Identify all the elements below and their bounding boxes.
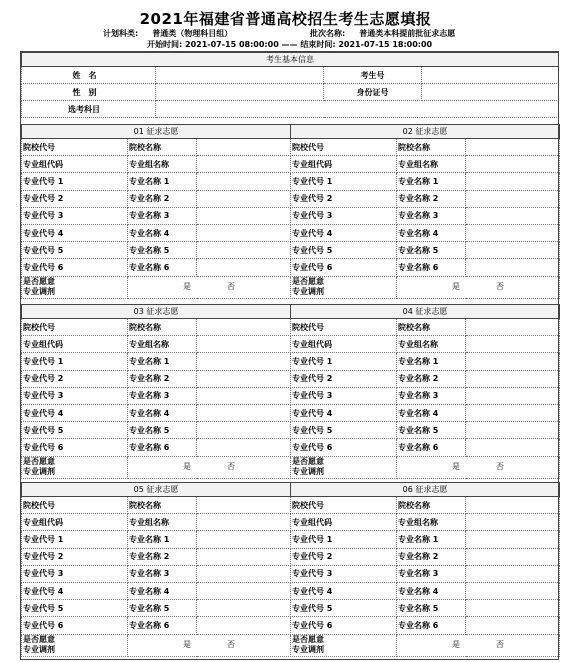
major-name-label: 专业名称 1 <box>128 173 197 190</box>
major-code-label: 专业代号 1 <box>291 173 397 190</box>
time-dash: —— <box>281 40 298 49</box>
school-name-field[interactable] <box>197 497 291 514</box>
end-value: 2021-07-15 18:00:00 <box>338 40 433 49</box>
adjust-label-line2: 专业调剂 <box>292 467 324 476</box>
major-name-label: 专业名称 5 <box>397 242 466 259</box>
volunteer-block <box>21 482 291 657</box>
adjust-label <box>22 276 128 298</box>
group-name-field[interactable] <box>466 156 560 173</box>
volunteer-block <box>21 304 291 479</box>
major-name-field[interactable] <box>466 387 560 404</box>
school-name-field[interactable] <box>466 139 560 156</box>
major-name-field[interactable] <box>197 617 291 634</box>
group-code-label: 专业组代码 <box>291 336 397 353</box>
gender-label: 性别 <box>22 84 156 101</box>
adjust-label <box>291 634 397 656</box>
adjust-choice <box>128 456 291 478</box>
major-code-label: 专业代号 4 <box>291 224 397 241</box>
time-info <box>147 39 432 50</box>
start-value: 2021-07-15 08:00:00 <box>185 40 279 49</box>
group-name-field[interactable] <box>197 336 291 353</box>
school-name-field[interactable] <box>466 319 560 336</box>
school-name-label: 院校名称 <box>397 497 466 514</box>
group-code-label: 专业组代码 <box>291 514 397 531</box>
major-name-field[interactable] <box>197 224 291 241</box>
adjust-yes-option[interactable]: 是 <box>452 462 460 471</box>
major-code-label: 专业代号 5 <box>22 422 128 439</box>
group-name-label: 专业组名称 <box>397 514 466 531</box>
major-name-field[interactable] <box>466 173 560 190</box>
adjust-no-option[interactable]: 否 <box>496 462 504 471</box>
major-name-label: 专业名称 6 <box>128 259 197 276</box>
school-code-label: 院校代号 <box>22 319 128 336</box>
id-label: 身份证号 <box>324 84 422 101</box>
school-name-label: 院校名称 <box>397 139 466 156</box>
major-code-label: 专业代号 5 <box>291 422 397 439</box>
major-name-label: 专业名称 3 <box>128 387 197 404</box>
group-name-field[interactable] <box>197 156 291 173</box>
id-field[interactable] <box>422 84 559 101</box>
major-code-label: 专业代号 3 <box>22 387 128 404</box>
group-name-field[interactable] <box>197 514 291 531</box>
major-code-label: 专业代号 2 <box>22 548 128 565</box>
group-code-label: 专业组代码 <box>22 156 128 173</box>
group-name-label: 专业组名称 <box>397 156 466 173</box>
major-code-label: 专业代号 2 <box>22 370 128 387</box>
major-name-label: 专业名称 5 <box>128 422 197 439</box>
group-name-label: 专业组名称 <box>128 156 197 173</box>
major-name-field[interactable] <box>466 617 560 634</box>
major-name-field[interactable] <box>466 242 560 259</box>
adjust-label-line2: 专业调剂 <box>292 287 324 296</box>
major-name-label: 专业名称 4 <box>128 582 197 599</box>
major-name-field[interactable] <box>197 173 291 190</box>
major-name-field[interactable] <box>197 370 291 387</box>
adjust-label-line1: 是否愿意 <box>292 277 324 286</box>
batch-label: 批次名称: <box>310 29 346 38</box>
major-name-field[interactable] <box>466 439 560 456</box>
volunteer-block <box>290 304 560 479</box>
major-name-field[interactable] <box>466 224 560 241</box>
adjust-choice <box>128 276 291 298</box>
major-code-label: 专业代号 3 <box>291 207 397 224</box>
major-name-field[interactable] <box>197 439 291 456</box>
group-name-label: 专业组名称 <box>128 514 197 531</box>
major-name-label: 专业名称 3 <box>128 207 197 224</box>
major-code-label: 专业代号 4 <box>22 224 128 241</box>
school-name-label: 院校名称 <box>397 319 466 336</box>
adjust-label <box>291 456 397 478</box>
group-code-label: 专业组代码 <box>291 156 397 173</box>
major-name-field[interactable] <box>197 242 291 259</box>
school-code-label: 院校代号 <box>291 319 397 336</box>
group-code-label: 专业组代码 <box>22 514 128 531</box>
major-name-field[interactable] <box>197 531 291 548</box>
major-name-field[interactable] <box>197 387 291 404</box>
major-code-label: 专业代号 5 <box>291 242 397 259</box>
major-name-field[interactable] <box>197 259 291 276</box>
major-code-label: 专业代号 4 <box>291 582 397 599</box>
adjust-label-line2: 专业调剂 <box>23 287 55 296</box>
school-name-field[interactable] <box>197 319 291 336</box>
major-name-field[interactable] <box>197 548 291 565</box>
adjust-no-option[interactable]: 否 <box>227 640 235 649</box>
group-name-field[interactable] <box>466 514 560 531</box>
group-name-label: 专业组名称 <box>397 336 466 353</box>
major-name-field[interactable] <box>466 259 560 276</box>
major-name-label: 专业名称 4 <box>397 224 466 241</box>
major-name-field[interactable] <box>466 565 560 582</box>
major-name-field[interactable] <box>197 207 291 224</box>
basic-info-table <box>21 52 559 118</box>
major-name-label: 专业名称 5 <box>397 422 466 439</box>
major-name-field[interactable] <box>466 404 560 421</box>
major-name-label: 专业名称 2 <box>397 548 466 565</box>
school-code-label: 院校代号 <box>291 139 397 156</box>
major-name-label: 专业名称 1 <box>397 353 466 370</box>
exam-no-field[interactable] <box>422 67 559 84</box>
adjust-no-option[interactable]: 否 <box>227 462 235 471</box>
major-name-field[interactable] <box>197 422 291 439</box>
plan-info <box>103 28 232 39</box>
adjust-no-option[interactable]: 否 <box>227 282 235 291</box>
adjust-label-line1: 是否愿意 <box>23 457 55 466</box>
school-name-label: 院校名称 <box>128 139 197 156</box>
major-code-label: 专业代号 3 <box>22 565 128 582</box>
adjust-choice <box>128 634 291 656</box>
volunteer-header: 05 征求志愿 <box>22 483 291 497</box>
adjust-label-line1: 是否愿意 <box>23 277 55 286</box>
major-name-label: 专业名称 4 <box>128 224 197 241</box>
adjust-label-line2: 专业调剂 <box>292 645 324 654</box>
adjust-choice <box>397 276 560 298</box>
major-name-field[interactable] <box>197 565 291 582</box>
volunteer-header: 02 征求志愿 <box>291 125 560 139</box>
plan-label: 计划科类: <box>103 29 139 38</box>
major-code-label: 专业代号 1 <box>291 353 397 370</box>
start-label: 开始时间: <box>147 40 183 49</box>
major-name-label: 专业名称 1 <box>397 531 466 548</box>
major-name-label: 专业名称 1 <box>128 353 197 370</box>
major-code-label: 专业代号 5 <box>22 600 128 617</box>
end-label: 结束时间: <box>300 40 336 49</box>
major-name-field[interactable] <box>197 404 291 421</box>
volunteer-block <box>290 124 560 299</box>
batch-info <box>310 28 455 39</box>
major-code-label: 专业代号 6 <box>22 259 128 276</box>
major-name-label: 专业名称 3 <box>128 565 197 582</box>
major-name-label: 专业名称 5 <box>397 600 466 617</box>
volunteer-header: 01 征求志愿 <box>22 125 291 139</box>
subjects-label: 选考科目 <box>22 101 156 118</box>
adjust-no-option[interactable]: 否 <box>496 282 504 291</box>
major-name-label: 专业名称 6 <box>397 617 466 634</box>
major-code-label: 专业代号 3 <box>291 565 397 582</box>
major-code-label: 专业代号 4 <box>22 582 128 599</box>
major-name-field[interactable] <box>466 190 560 207</box>
major-name-label: 专业名称 4 <box>128 404 197 421</box>
major-code-label: 专业代号 5 <box>291 600 397 617</box>
volunteer-header: 03 征求志愿 <box>22 305 291 319</box>
adjust-yes-option[interactable]: 是 <box>183 282 191 291</box>
group-code-label: 专业组代码 <box>22 336 128 353</box>
major-name-label: 专业名称 3 <box>397 565 466 582</box>
name-label: 姓名 <box>22 67 156 84</box>
school-name-field[interactable] <box>197 139 291 156</box>
batch-value: 普通类本科提前批征求志愿 <box>359 29 456 38</box>
major-name-label: 专业名称 4 <box>397 582 466 599</box>
major-name-field[interactable] <box>466 531 560 548</box>
adjust-yes-option[interactable]: 是 <box>452 282 460 291</box>
major-code-label: 专业代号 2 <box>291 548 397 565</box>
volunteer-block <box>21 124 291 299</box>
plan-value: 普通类（物理科目组） <box>152 29 233 38</box>
major-code-label: 专业代号 2 <box>291 190 397 207</box>
major-name-label: 专业名称 6 <box>397 259 466 276</box>
major-name-label: 专业名称 5 <box>128 600 197 617</box>
major-code-label: 专业代号 1 <box>22 173 128 190</box>
school-name-label: 院校名称 <box>128 497 197 514</box>
major-code-label: 专业代号 1 <box>22 531 128 548</box>
major-name-field[interactable] <box>466 370 560 387</box>
major-code-label: 专业代号 6 <box>291 617 397 634</box>
school-name-field[interactable] <box>466 497 560 514</box>
major-name-label: 专业名称 4 <box>397 404 466 421</box>
major-name-field[interactable] <box>466 548 560 565</box>
major-name-label: 专业名称 6 <box>128 617 197 634</box>
adjust-label-line1: 是否愿意 <box>292 635 324 644</box>
gender-field[interactable] <box>156 84 324 101</box>
adjust-label-line1: 是否愿意 <box>23 635 55 644</box>
adjust-yes-option[interactable]: 是 <box>183 462 191 471</box>
group-name-field[interactable] <box>466 336 560 353</box>
adjust-label <box>22 634 128 656</box>
subjects-field[interactable] <box>156 101 559 118</box>
major-name-label: 专业名称 1 <box>128 531 197 548</box>
school-name-label: 院校名称 <box>128 319 197 336</box>
major-code-label: 专业代号 6 <box>291 259 397 276</box>
major-name-field[interactable] <box>466 600 560 617</box>
adjust-label <box>291 276 397 298</box>
adjust-label-line2: 专业调剂 <box>23 467 55 476</box>
major-name-label: 专业名称 5 <box>128 242 197 259</box>
major-name-field[interactable] <box>197 600 291 617</box>
adjust-yes-option[interactable]: 是 <box>452 640 460 649</box>
major-name-field[interactable] <box>466 582 560 599</box>
major-code-label: 专业代号 6 <box>22 617 128 634</box>
adjust-yes-option[interactable]: 是 <box>183 640 191 649</box>
major-code-label: 专业代号 3 <box>291 387 397 404</box>
adjust-label <box>22 456 128 478</box>
volunteer-header: 06 征求志愿 <box>291 483 560 497</box>
major-name-field[interactable] <box>197 353 291 370</box>
school-code-label: 院校代号 <box>291 497 397 514</box>
major-code-label: 专业代号 2 <box>291 370 397 387</box>
group-name-label: 专业组名称 <box>128 336 197 353</box>
major-name-label: 专业名称 3 <box>397 207 466 224</box>
adjust-choice <box>397 634 560 656</box>
major-name-label: 专业名称 6 <box>128 439 197 456</box>
major-name-field[interactable] <box>197 190 291 207</box>
major-name-label: 专业名称 2 <box>397 190 466 207</box>
school-code-label: 院校代号 <box>22 139 128 156</box>
major-name-label: 专业名称 1 <box>397 173 466 190</box>
major-name-label: 专业名称 2 <box>397 370 466 387</box>
major-name-label: 专业名称 3 <box>397 387 466 404</box>
school-code-label: 院校代号 <box>22 497 128 514</box>
major-code-label: 专业代号 3 <box>22 207 128 224</box>
major-code-label: 专业代号 4 <box>291 404 397 421</box>
major-name-label: 专业名称 2 <box>128 548 197 565</box>
exam-no-label: 考生号 <box>324 67 422 84</box>
major-name-field[interactable] <box>466 422 560 439</box>
major-name-field[interactable] <box>466 353 560 370</box>
major-code-label: 专业代号 5 <box>22 242 128 259</box>
adjust-no-option[interactable]: 否 <box>496 640 504 649</box>
major-code-label: 专业代号 6 <box>291 439 397 456</box>
major-code-label: 专业代号 6 <box>22 439 128 456</box>
major-name-field[interactable] <box>466 207 560 224</box>
major-name-label: 专业名称 6 <box>397 439 466 456</box>
adjust-choice <box>397 456 560 478</box>
major-code-label: 专业代号 4 <box>22 404 128 421</box>
major-code-label: 专业代号 2 <box>22 190 128 207</box>
basic-info-header: 考生基本信息 <box>22 53 559 67</box>
form-title: 2021年福建省普通高校招生考生志愿填报 <box>139 10 432 28</box>
volunteer-header: 04 征求志愿 <box>291 305 560 319</box>
name-field[interactable] <box>156 67 324 84</box>
major-code-label: 专业代号 1 <box>22 353 128 370</box>
major-code-label: 专业代号 1 <box>291 531 397 548</box>
major-name-label: 专业名称 2 <box>128 190 197 207</box>
adjust-label-line2: 专业调剂 <box>23 645 55 654</box>
volunteer-block <box>290 482 560 657</box>
major-name-field[interactable] <box>197 582 291 599</box>
major-name-label: 专业名称 2 <box>128 370 197 387</box>
adjust-label-line1: 是否愿意 <box>292 457 324 466</box>
